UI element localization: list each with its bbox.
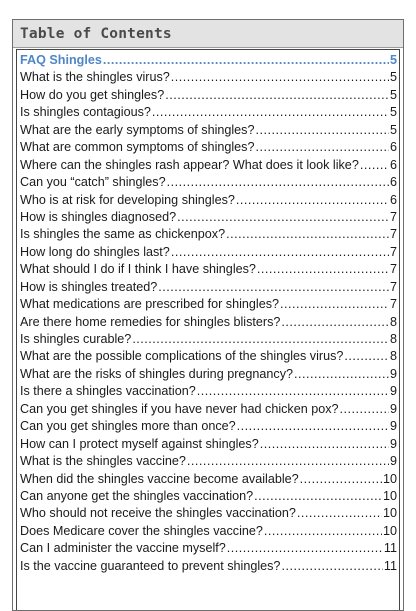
toc-panel (12, 19, 404, 611)
toc-dot-leader (132, 332, 389, 346)
toc-page-number: 10 (382, 488, 397, 503)
toc-dot-leader (165, 88, 389, 102)
toc-dot-leader (103, 53, 389, 67)
toc-page-number: 9 (389, 366, 397, 381)
toc-dot-leader (300, 472, 382, 486)
toc-entry-label: Is shingles curable? (20, 332, 132, 346)
toc-page-number: 5 (389, 70, 397, 85)
toc-dot-leader (256, 123, 389, 137)
toc-dot-leader (344, 349, 389, 363)
toc-entry-link[interactable] (20, 315, 399, 332)
toc-dot-leader (257, 262, 389, 276)
toc-dot-leader (237, 419, 389, 433)
toc-dot-leader (255, 140, 389, 154)
toc-entry-label: Can anyone get the shingles vaccination? (20, 488, 254, 503)
toc-entry-link[interactable] (20, 88, 399, 105)
toc-dot-leader (227, 541, 383, 555)
toc-dot-leader (226, 227, 389, 241)
toc-page-number: 6 (389, 192, 397, 207)
toc-dot-leader (360, 158, 389, 172)
toc-entry-link[interactable] (20, 489, 399, 506)
toc-entry-link[interactable] (20, 541, 399, 558)
toc-dot-leader (171, 245, 389, 259)
toc-entry-link[interactable] (20, 158, 399, 175)
toc-dot-leader (254, 489, 382, 503)
toc-entry-link[interactable] (20, 70, 399, 87)
toc-page-number: 5 (389, 105, 397, 120)
toc-dot-leader (260, 437, 389, 451)
toc-entry-label: How is shingles diagnosed? (20, 209, 177, 224)
toc-entry-label: Can you get shingles more than once? (20, 419, 236, 434)
toc-page-number: 7 (389, 244, 397, 259)
toc-entry-label: What are the risks of shingles during pregnancy? (20, 366, 294, 381)
toc-entry-link[interactable] (20, 280, 399, 297)
toc-entry-link[interactable] (20, 227, 399, 244)
toc-entry-label: Is there a shingles vaccination? (20, 384, 196, 399)
toc-entry-link[interactable] (20, 524, 399, 541)
toc-entry-label: How do you get shingles? (20, 87, 165, 102)
toc-page-number: 10 (382, 523, 397, 538)
toc-entry-link[interactable] (20, 140, 399, 157)
toc-entry-label: Is shingles the same as chickenpox? (20, 227, 226, 242)
toc-dot-leader (280, 297, 389, 311)
toc-page-number: 5 (389, 122, 397, 137)
toc-entry-link[interactable] (20, 175, 399, 192)
toc-entry-label: Can you get shingles if you have never had chicken pox? (20, 401, 339, 416)
toc-entry-link[interactable] (20, 349, 399, 366)
toc-entry-label: How long do shingles last? (20, 244, 170, 259)
toc-entry-link[interactable] (20, 472, 399, 489)
toc-dot-leader (281, 315, 389, 329)
toc-page-number: 8 (389, 332, 397, 346)
toc-entry-link[interactable] (20, 384, 399, 401)
toc-entry-link[interactable] (20, 367, 399, 384)
toc-list (20, 53, 399, 576)
toc-page-number: 9 (389, 436, 397, 451)
toc-page-number: 7 (389, 262, 397, 277)
toc-entry-label: Are there home remedies for shingles blisters? (20, 314, 281, 329)
toc-entry-link[interactable] (20, 193, 399, 210)
toc-dot-leader (171, 70, 389, 84)
toc-entry-label: How can I protect myself against shingles? (20, 436, 259, 451)
toc-entry-link[interactable] (20, 332, 399, 349)
toc-page-number: 9 (389, 384, 397, 399)
toc-page-number: 10 (382, 471, 397, 486)
toc-page-number: 7 (389, 227, 397, 242)
toc-page-number: 9 (389, 419, 397, 434)
toc-entry-label: When did the shingles vaccine become available? (20, 471, 299, 486)
toc-dot-leader (297, 506, 382, 520)
toc-entry-link[interactable] (20, 297, 399, 314)
toc-page-number: 7 (389, 209, 397, 224)
toc-page-number: 6 (389, 175, 397, 190)
toc-dot-leader (187, 454, 389, 468)
toc-dot-leader (197, 384, 389, 398)
toc-entry-link[interactable] (20, 123, 399, 140)
toc-page-number: 5 (389, 53, 397, 67)
toc-dot-leader (158, 280, 389, 294)
toc-page-number: 9 (389, 454, 397, 469)
toc-entry-label: Is the vaccine guaranteed to prevent shingles? (20, 558, 281, 573)
toc-dot-leader (236, 193, 389, 207)
toc-entry-label: Who should not receive the shingles vaccination? (20, 506, 296, 521)
toc-entry-link[interactable] (20, 402, 399, 419)
toc-entry-link[interactable] (20, 245, 399, 262)
toc-entry-label: FAQ Shingles (20, 53, 102, 67)
toc-dot-leader (177, 210, 389, 224)
toc-dot-leader (264, 524, 382, 538)
toc-entry-link[interactable] (20, 105, 399, 122)
toc-entry-label: What is the shingles virus? (20, 70, 170, 85)
toc-entry-link[interactable] (20, 559, 399, 576)
toc-page-number: 7 (389, 297, 397, 312)
toc-entry-label: What is the shingles vaccine? (20, 454, 186, 469)
toc-dot-leader (152, 105, 389, 119)
toc-entry-label: What are the early symptoms of shingles? (20, 122, 255, 137)
toc-dot-leader (294, 367, 389, 381)
toc-entry-label: Does Medicare cover the shingles vaccine? (20, 523, 263, 538)
toc-page-number: 6 (389, 140, 397, 155)
toc-section-link[interactable] (20, 53, 399, 70)
toc-entry-link[interactable] (20, 262, 399, 279)
toc-page-number: 5 (389, 87, 397, 102)
toc-entry-label: Can I administer the vaccine myself? (20, 541, 226, 556)
toc-entry-label: Is shingles contagious? (20, 105, 151, 120)
toc-entry-label: What medications are prescribed for shingles? (20, 297, 279, 312)
toc-page-number: 8 (389, 314, 397, 329)
toc-entry-label: What are the possible complications of the shingles virus? (20, 349, 344, 364)
toc-page-number: 11 (383, 558, 397, 573)
toc-entry-label: What should I do if I think I have shingles? (20, 262, 256, 277)
toc-entry-label: How is shingles treated? (20, 279, 158, 294)
toc-entry-link[interactable] (20, 419, 399, 436)
toc-entry-link[interactable] (20, 506, 399, 523)
toc-entry-link[interactable] (20, 437, 399, 454)
toc-page-number: 7 (389, 279, 397, 294)
toc-page-number: 10 (382, 506, 397, 521)
toc-entry-link[interactable] (20, 454, 399, 471)
toc-page-number: 11 (383, 541, 397, 556)
toc-header (13, 20, 403, 48)
toc-entry-label: What are common symptoms of shingles? (20, 140, 255, 155)
toc-dot-leader (281, 559, 382, 573)
toc-entry-label: Can you “catch” shingles? (20, 175, 166, 190)
toc-entry-label: Where can the shingles rash appear? What does it look like? (20, 157, 359, 172)
toc-page-number: 8 (389, 349, 397, 364)
toc-dot-leader (340, 402, 389, 416)
toc-entry-link[interactable] (20, 210, 399, 227)
toc-body (16, 49, 400, 610)
toc-page-number: 9 (389, 401, 397, 416)
toc-title: Table of Contents (20, 25, 172, 42)
toc-entry-label: Who is at risk for developing shingles? (20, 192, 235, 207)
toc-page-number: 6 (389, 157, 397, 172)
toc-dot-leader (167, 175, 389, 189)
